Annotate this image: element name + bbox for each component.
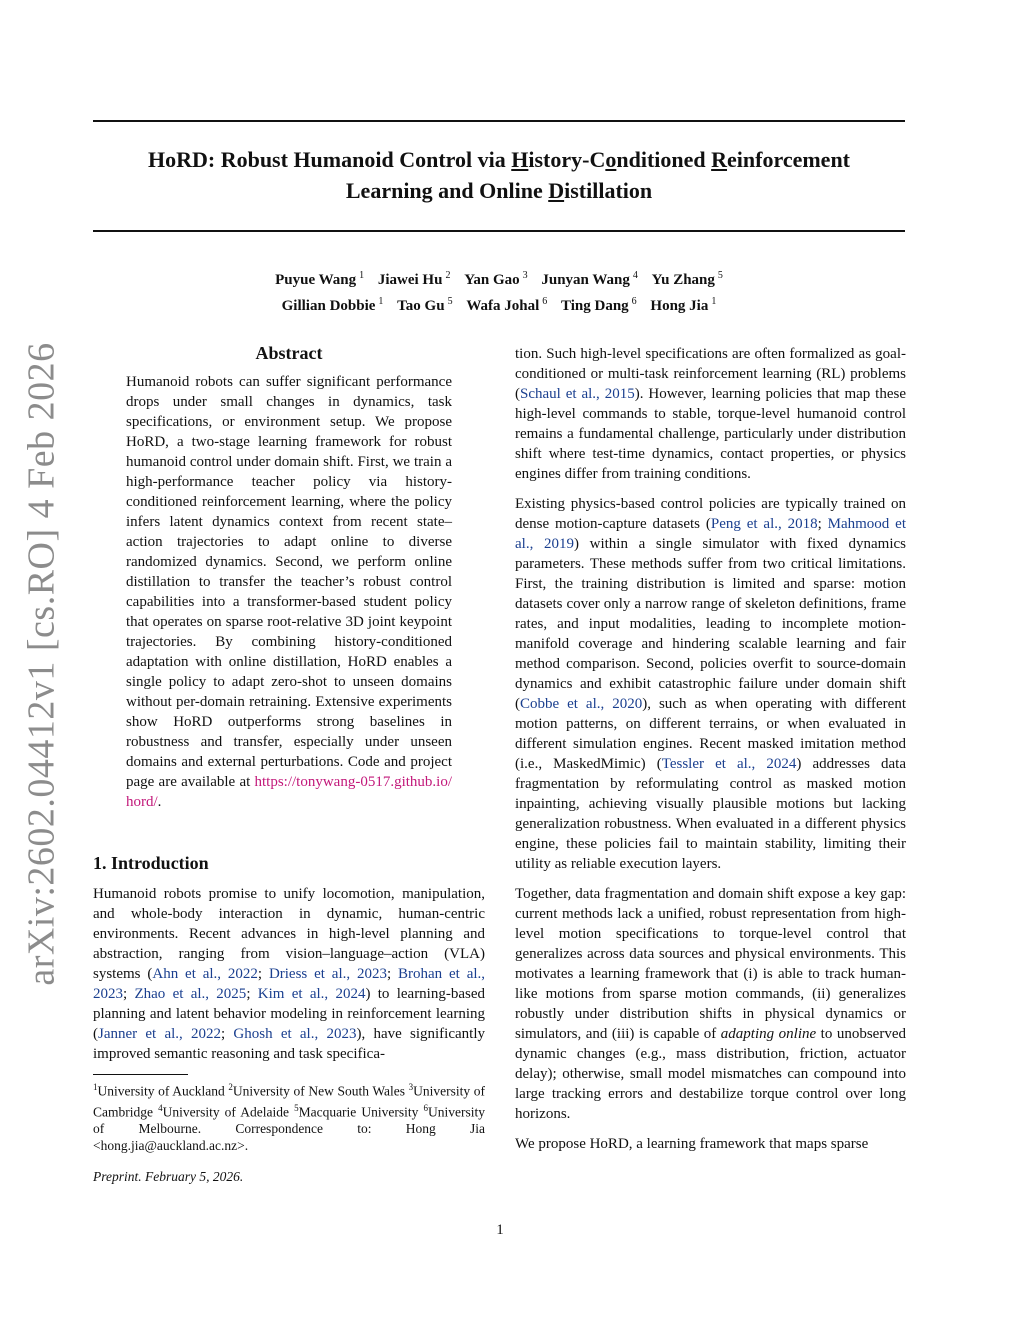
abstract-body: Humanoid robots can suffer significant performance drops under small changes in dynamics, task specifications, or environment setup. We propose HoRD, a two-stage learning framework for robust humanoid control under domain shift. First, we train a high-performance teacher policy via history-conditioned reinforcement learning, where the policy infers latent dynamics context from recent state–action trajectories to adapt online to diverse randomized dynamics. Second, we perform online distillation to transfer the teacher’s robust control capabilities into a transformer-based student policy that operates on sparse root-relative 3D joint keypoint trajectories. By combining history-conditioned adaptation with online distillation, HoRD enables a single policy to adapt zero-shot to unseen domains without per-domain retraining. Extensive experiments show HoRD outperforms strong baselines in robustness and transfer, especially under unseen domains and external perturbations. Code and project page are available at https://tonywang-0517.github.io/hord/. — [126, 374, 452, 810]
paper-title: HoRD: Robust Humanoid Control via History-Conditioned Reinforcement Learning and Online Distillation — [147, 147, 851, 203]
author: Tao Gu $^5$ — [397, 296, 453, 314]
author: Yu Zhang $^5$ — [651, 270, 723, 288]
right-column — [515, 344, 906, 1154]
citation-link[interactable]: Cobbe et al., 2020 — [520, 696, 643, 712]
author: Jiawei Hu $^2$ — [377, 270, 451, 288]
citation-link[interactable]: Brohan et al., 2023 — [93, 966, 486, 1002]
author: Gillian Dobbie $^1$ — [281, 296, 384, 314]
author: Puyue Wang $^1$ — [275, 270, 365, 288]
arxiv-identifier-sidebar — [21, 342, 63, 986]
preprint-date: Preprint. February 5, 2026. — [93, 1169, 244, 1184]
citation-link[interactable]: Ahn et al., 2022 — [152, 966, 258, 982]
citation-link[interactable]: Janner et al., 2022 — [98, 1026, 222, 1042]
author: Wafa Johal $^6$ — [466, 296, 548, 314]
intro-paragraph-4: We propose HoRD, a learning framework that maps sparse — [515, 1136, 869, 1152]
author: Ting Dang $^6$ — [561, 296, 637, 314]
intro-paragraph-1-continued: tion. Such high-level specifications are often formalized as goal-conditioned or multi-task reinforcement learning (RL) problems (Schaul et al., 2015). However, learning policies that map these high-level commands to stable, torque-level humanoid control remains a fundamental challenge, particularly under distribution shift where test-time dynamics, contact properties, or physics engines differ from training conditions. — [515, 346, 906, 482]
intro-paragraph-3: Together, data fragmentation and domain shift expose a key gap: current methods lack a unified, robust representation from high-level motion specifications to torque-level control that generalizes across data sources and physical environments. This motivates a learning framework that (i) is able to track human-like motions from sparse motion commands, (ii) generalizes robustly under distribution shifts in physical dynamics or simulators, and (iii) is capable of adapting online to unobserved dynamic changes (e.g., mass distribution, friction, actuator delay); otherwise, small model mismatches can compound into large tracking errors and destabilize torque control over long horizons. — [515, 886, 906, 1122]
citation-link[interactable]: Peng et al., 2018 — [710, 516, 818, 532]
author-line-1 — [93, 265, 905, 291]
author: Yan Gao $^3$ — [464, 270, 528, 288]
citation-link[interactable]: Driess et al., 2023 — [268, 966, 387, 982]
citation-link[interactable]: Tessler et al., 2024 — [661, 756, 797, 772]
citation-link[interactable]: Kim et al., 2024 — [257, 986, 366, 1002]
citation-link[interactable]: Schaul et al., 2015 — [520, 386, 635, 402]
project-page-link[interactable]: https://tonywang-0517.github.io/hord/ — [126, 774, 452, 810]
introduction-heading: 1. Introduction — [93, 853, 209, 873]
intro-paragraph-2: Existing physics-based control policies are typically trained on dense motion-capture datasets (Peng et al., 2018; Mahmood et al., 2019) within a single simulator with fixed dynamics parameters. These methods suffer from two critical limitations. First, the training distribution is limited and sparse: motion datasets cover only a narrow range of skeleton definitions, frame rates, and input modalities, leading to incomplete motion-manifold coverage and hindering scalable learning and fair method comparison. Second, policies overfit to source-domain dynamics and exhibit catastrophic failure under domain shift (Cobbe et al., 2020), such as when operating with different motion patterns, on different terrains, or when evaluated in different simulation engines. Recent masked imitation method (i.e., MaskedMimic) (Tessler et al., 2024) addresses data fragmentation by reformulating control as masked motion inpainting, achieving visually plausible motions but lacking generalization robustness. When evaluated in a different physics engine, these policies fail to maintain stability, limiting their utility as reliable execution layers. — [515, 496, 906, 872]
intro-paragraph-1: Humanoid robots promise to unify locomotion, manipulation, and whole-body interaction in dynamic, human-centric environments. Recent advances in high-level planning and abstraction, ranging from vision–language–action (VLA) systems (Ahn et al., 2022; Driess et al., 2023; Brohan et al., 2023; Zhao et al., 2025; Kim et al., 2024) to learning-based planning and latent behavior modeling in reinforcement learning (Janner et al., 2022; Ghosh et al., 2023), have significantly improved semantic reasoning and task specifica- — [93, 886, 486, 1062]
citation-link[interactable]: Zhao et al., 2025 — [134, 986, 247, 1002]
footnote-separator — [93, 1074, 188, 1075]
title-rule-bottom — [93, 230, 905, 232]
left-column — [93, 342, 485, 1185]
author: Junyan Wang $^4$ — [541, 270, 638, 288]
affiliation-footnotes: $^1$University of Auckland $^2$University of New South Wales $^3$University of Cambridge $^4$University of Adelaide $^5$Macquarie University $^6$University of Melbourne. Correspondence to: Hong Jia <hong.jia@auckland.ac.nz>. — [93, 1082, 485, 1153]
citation-link[interactable]: Mahmood et al., 2019 — [515, 516, 906, 552]
author-line-2 — [93, 291, 905, 317]
arxiv-identifier: arXiv:2602.04412v1 [cs.RO] 4 Feb 2026 — [21, 342, 63, 986]
page-number: 1 — [496, 1222, 504, 1238]
citation-link[interactable]: Ghosh et al., 2023 — [233, 1026, 357, 1042]
author-list — [93, 265, 905, 317]
author: Hong Jia $^1$ — [650, 296, 717, 314]
abstract-heading: Abstract — [255, 343, 323, 363]
title-rule-top — [93, 120, 905, 122]
